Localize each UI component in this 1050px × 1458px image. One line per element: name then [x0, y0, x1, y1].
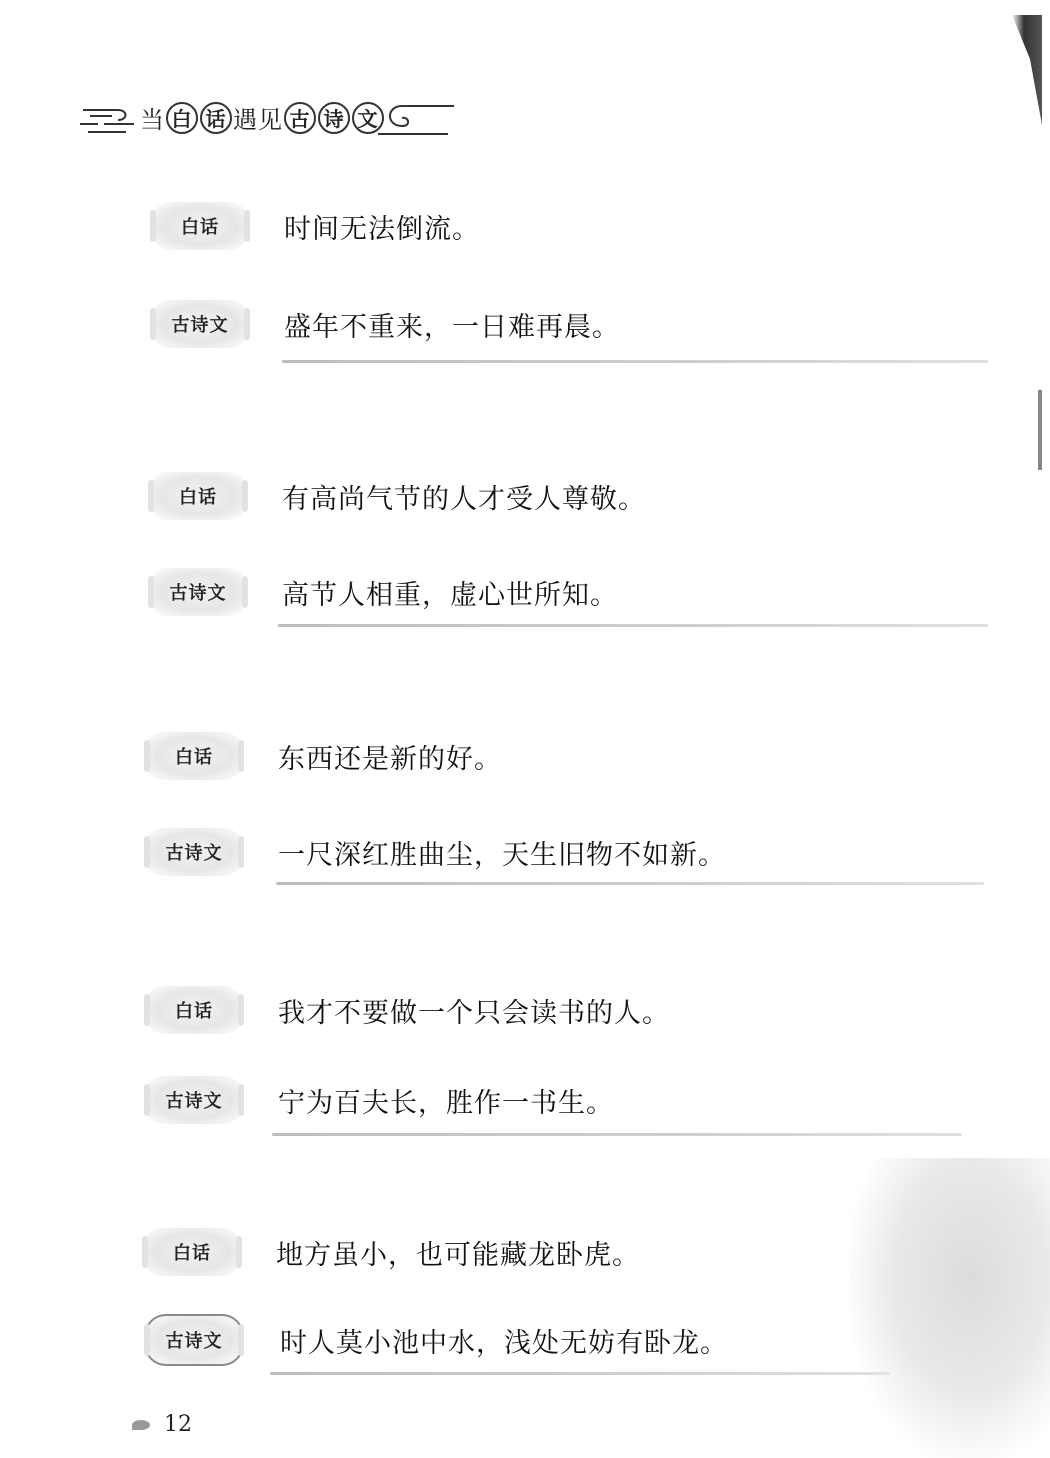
gushiwen-row [144, 1314, 728, 1366]
title-circled-char: 古 [284, 102, 316, 134]
baihua-sentence: 时间无法倒流。 [284, 213, 480, 245]
gushiwen-row [146, 828, 726, 876]
title-circled-char: 话 [200, 102, 232, 134]
baihua-sentence: 我才不要做一个只会读书的人。 [278, 997, 670, 1029]
divider-line [276, 882, 984, 885]
cloud-ornament-icon [78, 102, 138, 138]
gushiwen-sentence: 盛年不重来，一日难再晨。 [284, 311, 620, 343]
title-middle: 遇见 [233, 106, 283, 134]
page-title [140, 100, 385, 135]
baihua-row [146, 732, 502, 780]
title-prefix: 当 [140, 106, 165, 134]
divider-line [278, 624, 988, 627]
divider-line [270, 1372, 890, 1375]
page-header [78, 96, 458, 146]
gushiwen-badge: 古诗文 [146, 828, 242, 876]
baihua-row [146, 986, 670, 1034]
baihua-row [152, 202, 480, 250]
baihua-row [144, 1228, 640, 1276]
baihua-badge: 白话 [146, 732, 242, 780]
page-edge-shadow [1012, 15, 1042, 125]
title-circled-char: 诗 [318, 102, 350, 134]
gushiwen-badge: 古诗文 [146, 1076, 242, 1124]
gushiwen-row [146, 1076, 614, 1124]
baihua-sentence: 东西还是新的好。 [278, 743, 502, 775]
leaf-icon [132, 1420, 150, 1430]
gushiwen-badge: 古诗文 [150, 568, 246, 616]
gushiwen-badge: 古诗文 [144, 1314, 244, 1366]
gushiwen-sentence: 宁为百夫长，胜作一书生。 [278, 1087, 614, 1119]
gushiwen-badge: 古诗文 [152, 300, 248, 348]
divider-line [282, 360, 988, 363]
title-circled-char: 文 [352, 102, 384, 134]
baihua-badge: 白话 [150, 472, 246, 520]
gushiwen-sentence: 时人莫小池中水，浅处无妨有卧龙。 [280, 1327, 728, 1359]
baihua-badge: 白话 [152, 202, 248, 250]
baihua-sentence: 有高尚气节的人才受人尊敬。 [282, 483, 646, 515]
gushiwen-sentence: 高节人相重，虚心世所知。 [282, 579, 618, 611]
baihua-badge: 白话 [144, 1228, 240, 1276]
baihua-sentence: 地方虽小，也可能藏龙卧虎。 [276, 1239, 640, 1271]
decorative-illustration [850, 1158, 1050, 1458]
page-footer [132, 1412, 192, 1437]
gushiwen-sentence: 一尺深红胜曲尘，天生旧物不如新。 [278, 839, 726, 871]
page-number: 12 [164, 1412, 192, 1437]
divider-line [272, 1133, 962, 1136]
page-edge-mark [1038, 390, 1042, 470]
baihua-badge: 白话 [146, 986, 242, 1034]
baihua-row [150, 472, 646, 520]
gushiwen-row [150, 568, 618, 616]
title-circled-char: 白 [166, 102, 198, 134]
gushiwen-row [152, 300, 620, 348]
swirl-ornament-icon [378, 100, 458, 140]
